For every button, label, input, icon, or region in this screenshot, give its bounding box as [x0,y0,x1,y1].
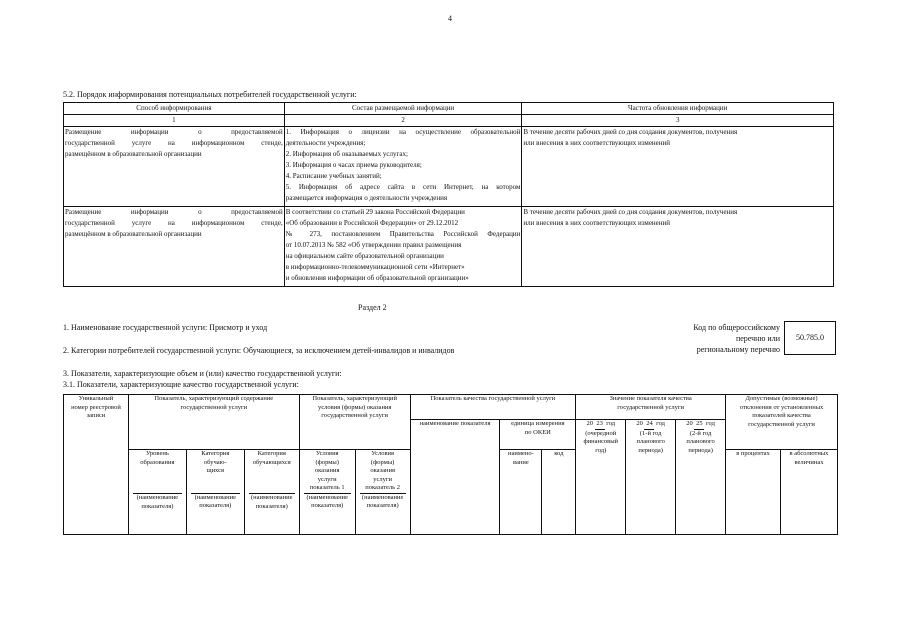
text-line: в информационно-телекоммуникационной сети «Интернет» [285,263,465,271]
text-line: Размещение информации о предоставляемой [65,208,283,216]
header-frequency: Частота обновления информации [522,103,834,115]
header-condition-2 [355,450,410,535]
header-indicator-name: наименование показателя [410,420,500,535]
row2-method [64,207,285,287]
text-line: отклонения от установленных [739,403,824,411]
text-line: 5. Информация об адресе сайта в сети Интернет, на котором [285,183,521,191]
header-quality-indicator: Показатель качества государственной услуги [410,395,576,420]
text-line: № 273, постановлением Правительства Российской Федерации [285,230,521,238]
text-line: размещённом в образовательной организации [65,230,202,238]
text-line: Допустимые (возможные) [745,395,818,402]
text-line: 20 [636,420,643,427]
text-line: В течение десяти рабочих дней со дня создания документов, получения [523,128,738,136]
header-condition-1 [299,450,355,535]
header-indicator-values [576,395,726,420]
text-line: (2-й год [689,429,712,437]
text-line: планового [636,438,665,445]
text-line: номер реестровой [71,403,121,411]
text-line: Условия [315,450,339,457]
text-line: 20 [586,420,593,427]
text-line: и обновления информации об образовательной организации» [285,274,469,282]
text-line: величинах [794,458,824,466]
text-line: показатель 1 [309,484,345,491]
text-line: Значение показателя качества [609,395,692,402]
text-line: (наименование [361,493,404,501]
text-line: показателя) [255,502,288,510]
text-line: Показатель, характеризующий содержание [154,395,274,402]
text-line: государственной услуги [617,403,685,411]
text-line: показателя) [141,502,174,510]
text-line: Категория [257,450,286,457]
text-line: услуги [317,475,337,483]
item-3: 3. Показатели, характеризующие объем и (или) качество государственной услуги: [63,369,342,378]
text-line: Уникальный [78,395,114,402]
text-line: 4. Расписание учебных занятий; [285,172,382,180]
text-line: Уровень [145,450,169,457]
text-line: записи [86,412,106,419]
text-line: размещённом в образовательной организации [65,150,202,158]
year-value: 25 [694,420,704,430]
text-line: (очередной [585,429,617,437]
text-line: показателя) [366,502,399,509]
code-label [640,322,780,355]
row1-content [284,127,522,207]
text-line: (формы) [370,458,395,466]
quality-indicators-table [63,394,838,535]
header-year-1 [576,420,626,535]
year-value: 23 [595,420,605,430]
text-line: В соответствии со статьей 29 закона Российской Федерации [285,208,465,216]
information-table [63,102,834,287]
section-title: Раздел 2 [358,303,387,312]
text-line: государственной услуги [180,403,248,411]
row2-frequency [522,207,834,287]
header-content: Состав размещаемой информации [284,103,522,115]
text-line: государственной услуги [321,412,389,419]
text-line: Категория [201,450,230,457]
header-category-1 [186,450,244,535]
text-line: финансовый [583,438,619,445]
header-unit-name [500,450,542,535]
text-line: государственной услуге на информационном стенде, [65,139,283,147]
text-line: оказания [370,467,395,474]
text-line: планового [686,438,715,445]
text-line: в абсолютных [789,450,829,457]
text-line: деятельности учреждения; [285,139,366,147]
text-line: (формы) [315,458,339,466]
text-line: региональному перечню [696,345,780,354]
text-line: услуги [373,475,393,483]
year-value: 24 [644,420,654,430]
header-allowed-deviation [726,395,838,450]
text-line: обучающихся [252,458,291,466]
text-line: год [606,420,616,427]
text-line: показатель 2 [365,484,401,491]
text-line: периода) [638,446,663,454]
text-line: (наименование [251,494,293,501]
text-line: год [706,420,715,427]
code-value-box: 50.785.0 [784,321,836,355]
text-line: 2. Информация об оказываемых услугах; [285,150,408,158]
header-year-3 [676,420,726,535]
text-line: или внесения в них соответствующих изменений [523,219,671,227]
header-unit-okei [500,420,576,450]
text-line: государственной услуги [748,420,815,428]
row2-content [284,207,522,287]
row1-method [64,127,285,207]
text-line: показателя) [311,502,344,509]
text-line: (наименование [136,494,179,501]
text-line: (наименование [194,493,237,501]
text-line: перечню или [735,334,780,343]
text-line: или внесения в них соответствующих изменений [523,139,671,147]
consumer-categories: 2. Категории потребителей государственной услуги: Обучающиеся, за исключением детей-инвалидов и инвалидов [63,346,455,355]
text-line: год) [595,446,607,454]
text-line: (наименование [306,493,348,501]
page-number: 4 [448,14,452,23]
header-education-level [128,450,186,535]
text-line: показателей качества [752,412,811,419]
header-deviation-absolute [780,450,837,535]
text-line: периода) [688,446,713,454]
item-3-1: 3.1. Показатели, характеризующие качество государственной услуги: [63,380,299,389]
header-conditions-indicator [299,395,410,450]
col-number: 1 [64,115,285,127]
header-unique-number [64,395,129,535]
text-line: Код по общероссийскому [693,323,780,332]
text-line: единица измерения [511,420,565,427]
header-category-2 [244,450,299,535]
text-line: от 10.07.2013 № 582 «Об утверждении правил размещения [285,241,462,249]
text-line: оказания [314,467,340,474]
text-line: наимено- [508,450,534,457]
col-number: 2 [284,115,522,127]
text-line: условия (формы) оказания [317,403,392,411]
text-line: В течение десяти рабочих дней со дня создания документов, получения [523,208,738,216]
text-line: (1-й год [639,429,662,437]
text-line: 3. Информация о часах приема руководителя; [285,161,422,169]
service-name: 1. Наименование государственной услуги: Присмотр и уход [63,323,268,332]
text-line: Условия [371,450,395,457]
header-content-indicator [128,395,299,450]
text-line: образования [140,458,175,466]
text-line: обучаю- [203,458,227,466]
text-line: по ОКЕИ [524,428,551,436]
col-number: 3 [522,115,834,127]
text-line: государственной услуге на информационном стенде, [65,219,283,227]
section-5-2-heading: 5.2. Порядок информирования потенциальных потребителей государственной услуги: [63,90,357,99]
text-line: 1. Информация о лицензии на осуществление образовательной [285,128,521,136]
header-method: Способ информирования [64,103,285,115]
text-line: Размещение информации о предоставляемой [65,128,283,136]
text-line: показателя) [199,502,232,509]
row1-frequency [522,127,834,207]
text-line: вание [513,458,529,466]
text-line: щихся [206,467,224,474]
header-deviation-percent: в процентах [726,450,781,535]
header-year-2 [626,420,676,535]
text-line: 20 [686,420,693,427]
text-line: Показатель, характеризующий [312,395,397,402]
text-line: год [656,420,665,427]
header-unit-code: код [542,450,576,535]
text-line: «Об образовании в Российской Федерации» от 29.12.2012 [285,219,459,227]
text-line: на официальном сайте образовательной организации [285,252,444,260]
text-line: размещается информация о деятельности учреждения [285,194,448,202]
